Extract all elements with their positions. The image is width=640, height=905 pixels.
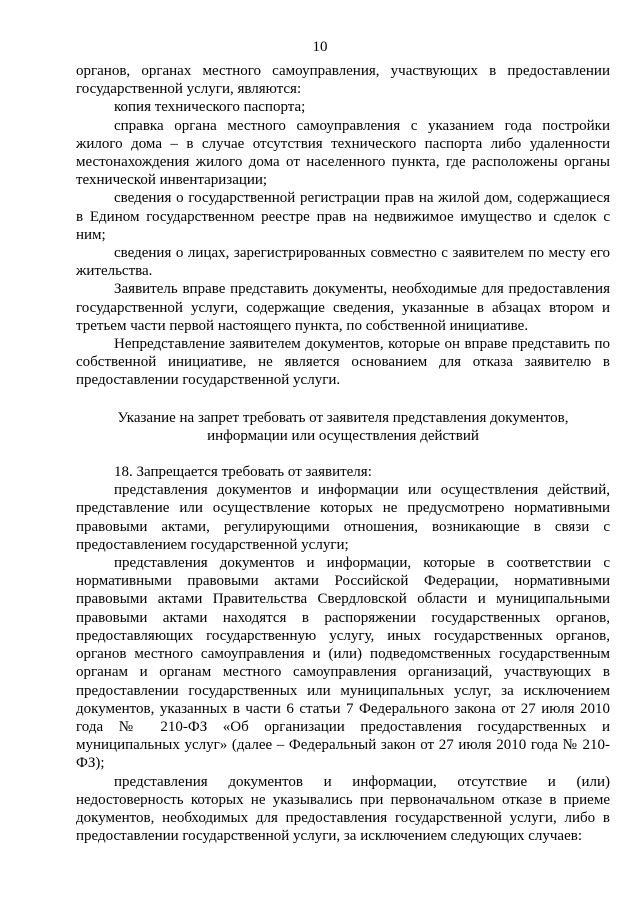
page-number: 10 xyxy=(312,39,328,55)
paragraph-list-item: сведения о государственной регистрации прав на жилой дом, содержащиеся в Едином государственном реестре прав на недвижимое имущество и сделок с ним; xyxy=(76,190,610,243)
paragraph-list-item: представления документов и информации, которые в соответствии с нормативными правовыми актами Российской Федерации, нормативными правовыми актами Правительства Свердловской области и муниципальными правовыми актами находятся в распоряжении государственных органов, предоставляющих государственную услугу, иных государственных органов, органов местного самоуправления и (или) подведомственных государственным органам и органам местного самоуправления организаций, участвующих в предоставлении государственных или муниципальных услуг, за исключением документов, указанных в части 6 статьи 7 Федерального закона от 27 июля 2010 года № 210-ФЗ «Об организации предоставления государственных и муниципальных услуг» (далее – Федеральный закон от 27 июля 2010 года № 210-ФЗ); xyxy=(76,555,610,772)
paragraph-list-item: представления документов и информации, отсутствие и (или) недостоверность которых не указывались при первоначальном отказе в приеме документов, необходимых для предоставления государственной услуги, либо в предоставлении государственной услуги, за исключением следующих случаев: xyxy=(76,773,610,845)
paragraph-clause-number: 18. Запрещается требовать от заявителя: xyxy=(114,464,372,481)
paragraph-continuation: органов, органах местного самоуправления, участвующих в предоставлении государственной услуги, являются: xyxy=(76,63,610,98)
paragraph: Заявитель вправе представить документы, необходимые для предоставления государственной услуги, содержащие сведения, указанные в абзацах втором и третьем части первой настоящего пункта, по собственной инициативе. xyxy=(76,281,610,334)
paragraph: Непредставление заявителем документов, которые он вправе представить по собственной инициативе, не является основанием для отказа заявителю в предоставлении государственной услуги. xyxy=(76,336,610,389)
section-heading-line: информации или осуществления действий xyxy=(207,427,479,444)
section-heading-line: Указание на запрет требовать от заявителя представления документов, xyxy=(117,409,569,426)
paragraph-list-item: представления документов и информации или осуществления действий, представление или осуществление которых не предусмотрено нормативными правовыми актами, регулирующими отношения, возникающие в связи с предоставлением государственной услуги; xyxy=(76,482,610,553)
paragraph-list-item: сведения о лицах, зарегистрированных совместно с заявителем по месту его жительства. xyxy=(76,245,610,280)
paragraph-list-item: справка органа местного самоуправления с указанием года постройки жилого дома – в случае отсутствия технического паспорта либо удаленности местонахождения жилого дома от населенного пункта, где расположены органы технической инвентаризации; xyxy=(76,117,610,189)
paragraph-list-item: копия технического паспорта; xyxy=(114,99,306,116)
section-heading xyxy=(76,409,610,445)
document-body xyxy=(76,62,610,845)
